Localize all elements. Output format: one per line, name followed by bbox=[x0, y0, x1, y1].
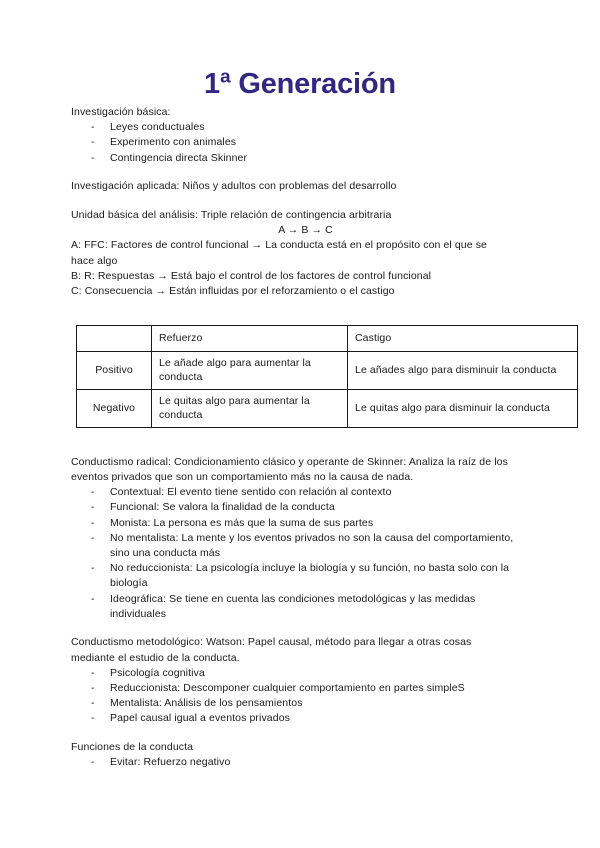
bullet-text: Psicología cognitiva bbox=[110, 666, 205, 679]
bullet-dash: - bbox=[91, 121, 95, 134]
bullet-dash: - bbox=[91, 531, 95, 544]
reinforcement-punishment-table bbox=[76, 325, 578, 428]
methodological-behaviorism-line1: Conductismo metodológico: Watson: Papel causal, método para llegar a otras cosas bbox=[71, 636, 472, 649]
bullet-item bbox=[71, 531, 540, 561]
table-header-refuerzo: Refuerzo bbox=[152, 326, 348, 352]
bullet-dash: - bbox=[91, 697, 95, 710]
bullet-item bbox=[71, 485, 540, 500]
bullet-item bbox=[71, 666, 540, 681]
table-corner-cell bbox=[77, 326, 152, 352]
functions-list bbox=[71, 755, 540, 770]
analysis-unit-b-line: B: R: Respuestas → Está bajo el control de los factores de control funcional bbox=[71, 269, 432, 282]
bullet-item bbox=[71, 151, 540, 166]
bullet-text-continuation: individuales bbox=[110, 607, 167, 620]
bullet-text: Ideográfica: Se tiene en cuenta las condiciones metodológicas y las medidas bbox=[110, 592, 476, 605]
blank-line bbox=[71, 195, 540, 209]
bullet-dash: - bbox=[91, 562, 95, 575]
radical-behaviorism-line1: Conductismo radical: Condicionamiento clásico y operante de Skinner: Analiza la raíz de los bbox=[71, 455, 508, 468]
bullet-item bbox=[71, 135, 540, 150]
bullet-text: Funcional: Se valora la finalidad de la conducta bbox=[110, 501, 335, 514]
radical-behaviorism-list bbox=[71, 485, 540, 622]
bullet-item bbox=[71, 681, 540, 696]
bullet-dash: - bbox=[91, 712, 95, 725]
blank-line bbox=[71, 166, 540, 180]
table-row-negativo bbox=[77, 390, 578, 428]
analysis-unit-c-line: C: Consecuencia → Están influidas por el reforzamiento o el castigo bbox=[71, 285, 395, 298]
table-row-positivo bbox=[77, 352, 578, 390]
analysis-unit-a-line2: hace algo bbox=[71, 254, 118, 267]
cell-negativo-refuerzo: Le quitas algo para aumentar la conducta bbox=[152, 390, 348, 428]
section-applied-research: Investigación aplicada: Niños y adultos con problemas del desarrollo bbox=[71, 180, 397, 193]
cell-positivo-refuerzo: Le añade algo para aumentar la conducta bbox=[152, 352, 348, 390]
bullet-text: No mentalista: La mente y los eventos privados no son la causa del comportamiento, bbox=[110, 531, 514, 544]
page-title: 1ª Generación bbox=[204, 68, 396, 100]
bullet-item bbox=[71, 592, 540, 622]
blank-line bbox=[71, 727, 540, 741]
cell-positivo-castigo: Le añades algo para disminuir la conducta bbox=[348, 352, 578, 390]
bullet-text-continuation: sino una conducta más bbox=[110, 546, 221, 559]
bullet-dash: - bbox=[91, 501, 95, 514]
bullet-text: Reduccionista: Descomponer cualquier comportamiento en partes simpleS bbox=[110, 682, 465, 695]
table-header-row bbox=[77, 326, 578, 352]
table-header-castigo: Castigo bbox=[348, 326, 578, 352]
blank-line bbox=[71, 622, 540, 636]
row-label-negativo: Negativo bbox=[77, 390, 152, 428]
document-body bbox=[0, 105, 600, 771]
bullet-dash: - bbox=[91, 682, 95, 695]
bullet-item bbox=[71, 755, 540, 770]
bullet-text: Evitar: Refuerzo negativo bbox=[110, 756, 231, 769]
bullet-item bbox=[71, 561, 540, 591]
bullet-item bbox=[71, 696, 540, 711]
bullet-item bbox=[71, 500, 540, 515]
analysis-unit-a-line1: A: FFC: Factores de control funcional → La conducta está en el propósito con el que se bbox=[71, 239, 487, 252]
functions-label: Funciones de la conducta bbox=[71, 741, 194, 754]
bullet-dash: - bbox=[91, 486, 95, 499]
bullet-text-continuation: biología bbox=[110, 577, 148, 590]
bullet-text: Mentalista: Análisis de los pensamientos bbox=[110, 697, 303, 710]
bullet-text: Contextual: El evento tiene sentido con relación al contexto bbox=[110, 486, 392, 499]
bullet-text: Papel causal igual a eventos privados bbox=[110, 712, 290, 725]
basic-research-list bbox=[71, 120, 540, 166]
bullet-dash: - bbox=[91, 516, 95, 529]
bullet-text: Experimento con animales bbox=[110, 136, 237, 149]
bullet-text: Monista: La persona es más que la suma de sus partes bbox=[110, 516, 374, 529]
analysis-unit-intro: Unidad básica del análisis: Triple relación de contingencia arbitraria bbox=[71, 209, 392, 222]
bullet-dash: - bbox=[91, 151, 95, 164]
bullet-text: Leyes conductuales bbox=[110, 121, 205, 134]
row-label-positivo: Positivo bbox=[77, 352, 152, 390]
bullet-text: Contingencia directa Skinner bbox=[110, 151, 248, 164]
bullet-dash: - bbox=[91, 592, 95, 605]
radical-behaviorism-line2: eventos privados que son un comportamiento más no la causa de nada. bbox=[71, 470, 414, 483]
bullet-item bbox=[71, 516, 540, 531]
contingency-formula: A → B → C bbox=[278, 224, 333, 237]
bullet-dash: - bbox=[91, 136, 95, 149]
cell-negativo-castigo: Le quitas algo para disminuir la conducta bbox=[348, 390, 578, 428]
methodological-behaviorism-line2: mediante el estudio de la conducta. bbox=[71, 651, 240, 664]
bullet-text: No reduccionista: La psicología incluye la biología y su función, no basta solo con la bbox=[110, 562, 510, 575]
bullet-dash: - bbox=[91, 756, 95, 769]
bullet-item bbox=[71, 120, 540, 135]
bullet-item bbox=[71, 711, 540, 726]
bullet-dash: - bbox=[91, 666, 95, 679]
methodological-behaviorism-list bbox=[71, 666, 540, 727]
section-basic-research-label: Investigación básica: bbox=[71, 106, 171, 118]
